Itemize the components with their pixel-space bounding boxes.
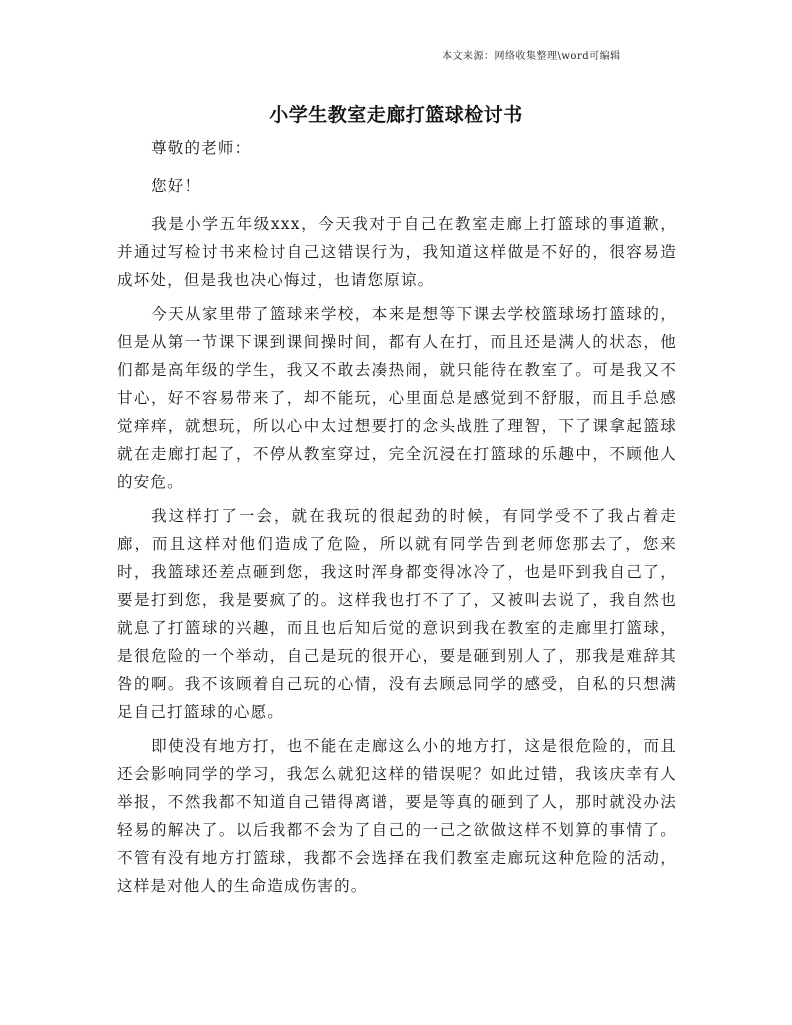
paragraph-3: 我这样打了一会，就在我玩的很起劲的时候，有同学受不了我占着走廊，而且这样对他们造成了危险，所以就有同学告到老师您那去了，您来时，我篮球还差点砸到您，我这时浑身都变得冰冷了，也是吓到我自己了，要是打到您，我是要疯了的。这样我也打不了了，又被叫去说了，我自然也就息了打篮球的兴趣，而且也后知后觉的意识到我在教室的走廊里打篮球，是很危险的一个举动，自己是玩的很开心，要是砸到别人了，那我是难辞其咎的啊。我不该顾着自己玩的心情，没有去顾忌同学的感受，自私的只想满足自己打篮球的心愿。 [117, 507, 677, 721]
paragraph-4: 即使没有地方打，也不能在走廊这么小的地方打，这是很危险的，而且还会影响同学的学习，我怎么就犯这样的错误呢？如此过错，我该庆幸有人举报，不然我都不知道自己错得离谱，要是等真的砸到了人，那时就没办法轻易的解决了。以后我都不会为了自己的一己之欲做这样不划算的事情了。不管有没有地方打篮球，我都不会选择在我们教室走廊玩这种危险的活动，这样是对他人的生命造成伤害的。 [117, 737, 677, 895]
greeting: 您好！ [151, 177, 202, 195]
source-note: 本文来源：网络收集整理\word可编辑 [442, 51, 621, 62]
document-title: 小学生教室走廊打篮球检讨书 [269, 104, 523, 126]
document-body [117, 134, 677, 906]
paragraph-1: 我是小学五年级xxx，今天我对于自己在教室走廊上打篮球的事道歉，并通过写检讨书来检讨自己这错误行为，我知道这样做是不好的，很容易造成坏处，但是我也决心悔过，也请您原谅。 [117, 215, 677, 289]
salutation: 尊敬的老师： [151, 139, 252, 157]
paragraph-2: 今天从家里带了篮球来学校，本来是想等下课去学校篮球场打篮球的，但是从第一节课下课到课间操时间，都有人在打，而且还是满人的状态，他们都是高年级的学生，我又不敢去凑热闹，就只能待在教室了。可是我又不甘心，好不容易带来了，却不能玩，心里面总是感觉到不舒服，而且手总感觉痒痒，就想玩，所以心中太过想要打的念头战胜了理智，下了课拿起篮球就在走廊打起了，不停从教室穿过，完全沉浸在打篮球的乐趣中，不顾他人的安危。 [117, 305, 677, 491]
